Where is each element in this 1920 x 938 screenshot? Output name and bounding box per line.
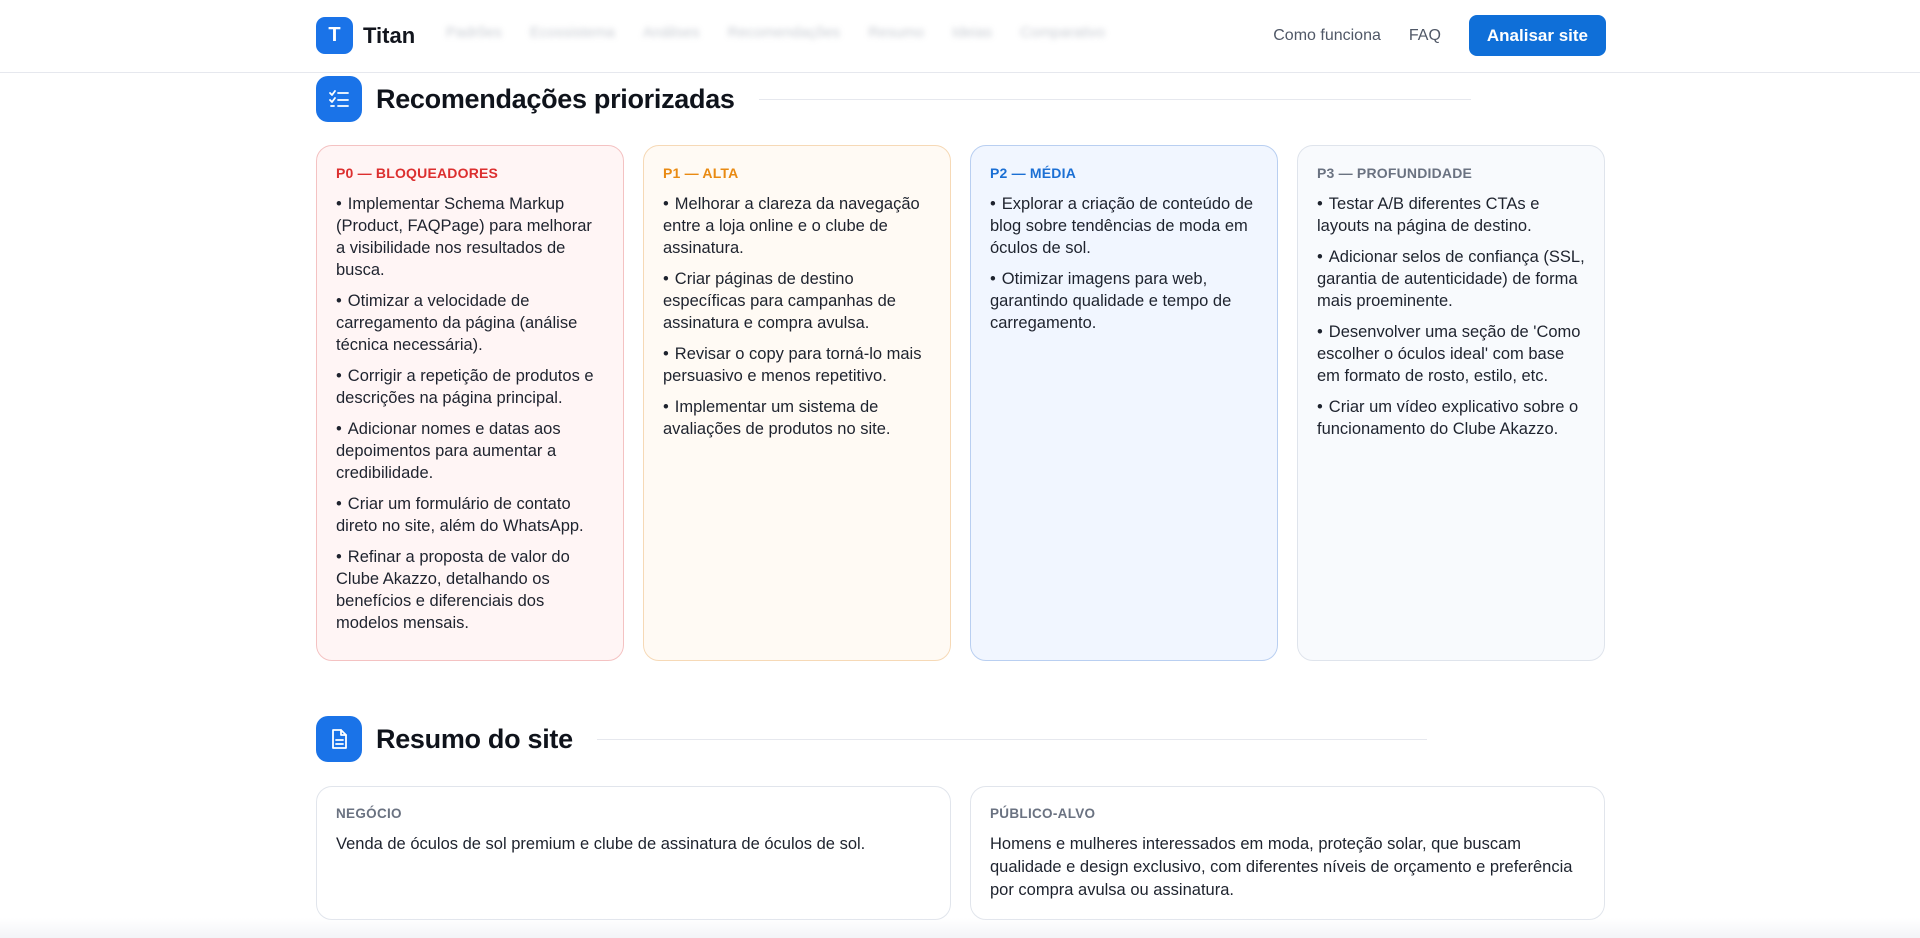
priority-label: P1 — ALTA [663,165,739,181]
analyze-site-button[interactable]: Analisar site [1469,15,1606,56]
list-item: • Otimizar imagens para web, garantindo qualidade e tempo de carregamento. [990,268,1258,334]
recommendation-list [663,193,931,440]
blurred-nav-item: Padrões [446,24,502,41]
audience-text: Homens e mulheres interessados em moda, proteção solar, que buscam qualidade e design exclusivo, com diferentes níveis de orçamento e preferência por compra avulsa ou assinatura. [990,835,1573,899]
section-title: Recomendações priorizadas [376,83,735,114]
blurred-nav-item: Análises [642,24,700,41]
priority-label: P0 — BLOQUEADORES [336,165,499,181]
business-label: NEGÓCIO [336,806,402,821]
audience-card [970,786,1605,920]
priority-card-p3 [1297,145,1605,661]
recommendation-list [336,193,604,634]
section-title: Resumo do site [376,723,573,754]
list-item: • Revisar o copy para torná-lo mais persuasivo e menos repetitivo. [663,343,931,387]
priority-card-p0 [316,145,624,661]
priority-card-p1 [643,145,951,661]
blurred-nav-item: Comparativo [1020,24,1106,41]
blurred-nav-item: Ecossistema [529,24,615,41]
blurred-nav-item: Ideias [952,24,993,41]
list-item: • Implementar um sistema de avaliações de produtos no site. [663,396,931,440]
summary-heading [316,716,1427,762]
audience-label: PÚBLICO-ALVO [990,806,1096,821]
business-text: Venda de óculos de sol premium e clube de assinatura de óculos de sol. [336,835,866,853]
list-item: • Otimizar a velocidade de carregamento da página (análise técnica necessária). [336,290,604,356]
list-item: • Desenvolver uma seção de 'Como escolher o óculos ideal' com base em formato de rosto, estilo, etc. [1317,321,1585,387]
scroll-fade [0,918,1920,938]
priority-card-p2 [970,145,1278,661]
priority-label: P2 — MÉDIA [990,165,1077,181]
list-item: • Criar páginas de destino específicas para campanhas de assinatura e compra avulsa. [663,268,931,334]
nav-right [1273,15,1606,56]
document-icon [316,716,362,762]
list-item: • Adicionar selos de confiança (SSL, garantia de autenticidade) de forma mais proeminente. [1317,246,1585,312]
list-item: • Testar A/B diferentes CTAs e layouts na página de destino. [1317,193,1585,237]
blurred-nav-item: Recomendações [727,24,841,41]
list-item: • Melhorar a clareza da navegação entre a loja online e o clube de assinatura. [663,193,931,259]
recommendations-heading [316,76,1471,122]
list-item: • Adicionar nomes e datas aos depoimentos para aumentar a credibilidade. [336,418,604,484]
brand[interactable] [316,17,415,54]
divider [759,99,1471,100]
nav-link-faq[interactable]: FAQ [1408,26,1441,44]
list-item: • Refinar a proposta de valor do Clube Akazzo, detalhando os benefícios e diferenciais dos modelos mensais. [336,546,604,634]
list-item: • Explorar a criação de conteúdo de blog sobre tendências de moda em óculos de sol. [990,193,1258,259]
blurred-nav [446,24,1105,41]
priority-cards [316,145,1606,661]
recommendation-list [1317,193,1585,440]
list-item: • Implementar Schema Markup (Product, FAQPage) para melhorar a visibilidade nos resultados de busca. [336,193,604,281]
blurred-nav-item: Resumo [868,24,925,41]
brand-name[interactable]: Titan [363,22,416,48]
top-navbar [0,0,1920,73]
list-item: • Criar um formulário de contato direto no site, além do WhatsApp. [336,493,604,537]
priority-label: P3 — PROFUNDIDADE [1317,165,1473,181]
brand-logo[interactable]: T [316,17,353,54]
list-item: • Criar um vídeo explicativo sobre o funcionamento do Clube Akazzo. [1317,396,1585,440]
recommendation-list [990,193,1258,334]
list-item: • Corrigir a repetição de produtos e descrições na página principal. [336,365,604,409]
summary-cards [316,786,1606,920]
business-card [316,786,951,920]
divider [597,739,1427,740]
nav-link-como-funciona[interactable]: Como funciona [1273,26,1381,44]
checklist-icon [316,76,362,122]
